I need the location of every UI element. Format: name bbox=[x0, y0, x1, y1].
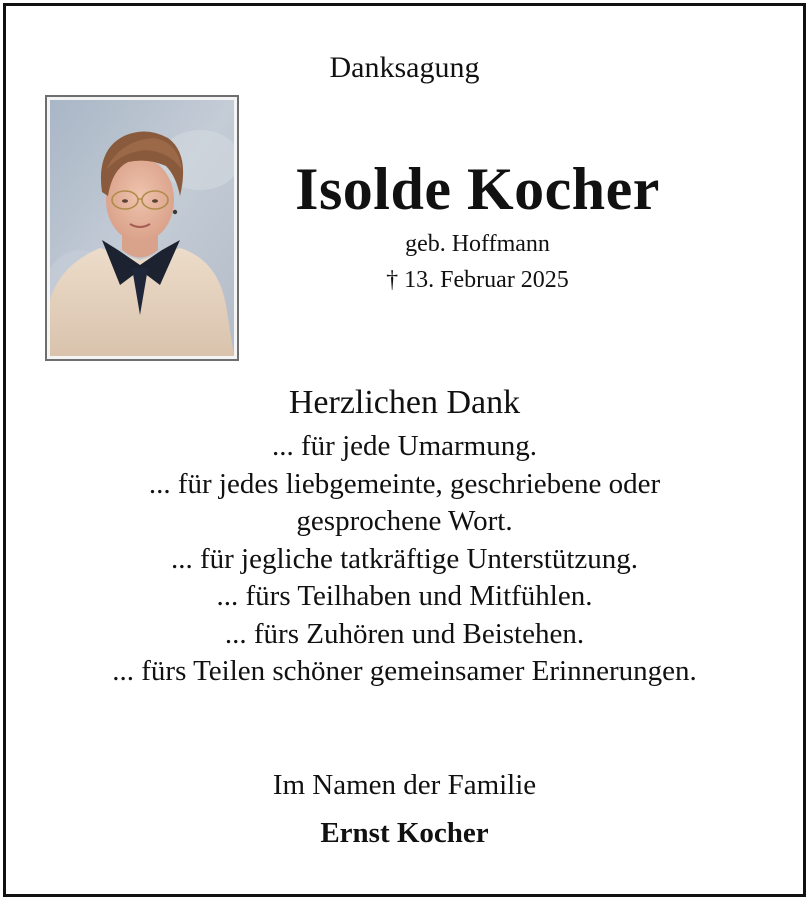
portrait-frame bbox=[45, 95, 239, 361]
notice-heading bbox=[0, 50, 809, 86]
maiden-name: geb. Hoffmann bbox=[405, 231, 550, 257]
signoff-line: Im Namen der Familie bbox=[272, 769, 537, 801]
thanks-line: ... fürs Teilhaben und Mitfühlen. bbox=[216, 580, 593, 612]
death-date: † 13. Februar 2025 bbox=[386, 267, 569, 293]
thanks-line: ... für jegliche tatkräftige Unterstützung. bbox=[170, 542, 639, 575]
portrait-photo-icon bbox=[50, 100, 234, 356]
thanks-line: gesprochene Wort. bbox=[296, 505, 513, 537]
thanks-line: ... für jede Umarmung. bbox=[272, 430, 537, 462]
thanks-line: ... fürs Teilen schöner gemeinsamer Erinnerungen. bbox=[112, 655, 697, 687]
signer-name: Ernst Kocher bbox=[320, 817, 489, 849]
thanks-line: ... für jedes liebgemeinte, geschriebene oder bbox=[148, 467, 661, 500]
notice-heading-text: Danksagung bbox=[329, 51, 480, 84]
deceased-name: Isolde Kocher bbox=[295, 156, 660, 222]
thanks-list bbox=[0, 428, 809, 691]
thanks-title: Herzlichen Dank bbox=[288, 384, 521, 421]
thanks-line: ... fürs Zuhören und Beistehen. bbox=[224, 617, 585, 650]
